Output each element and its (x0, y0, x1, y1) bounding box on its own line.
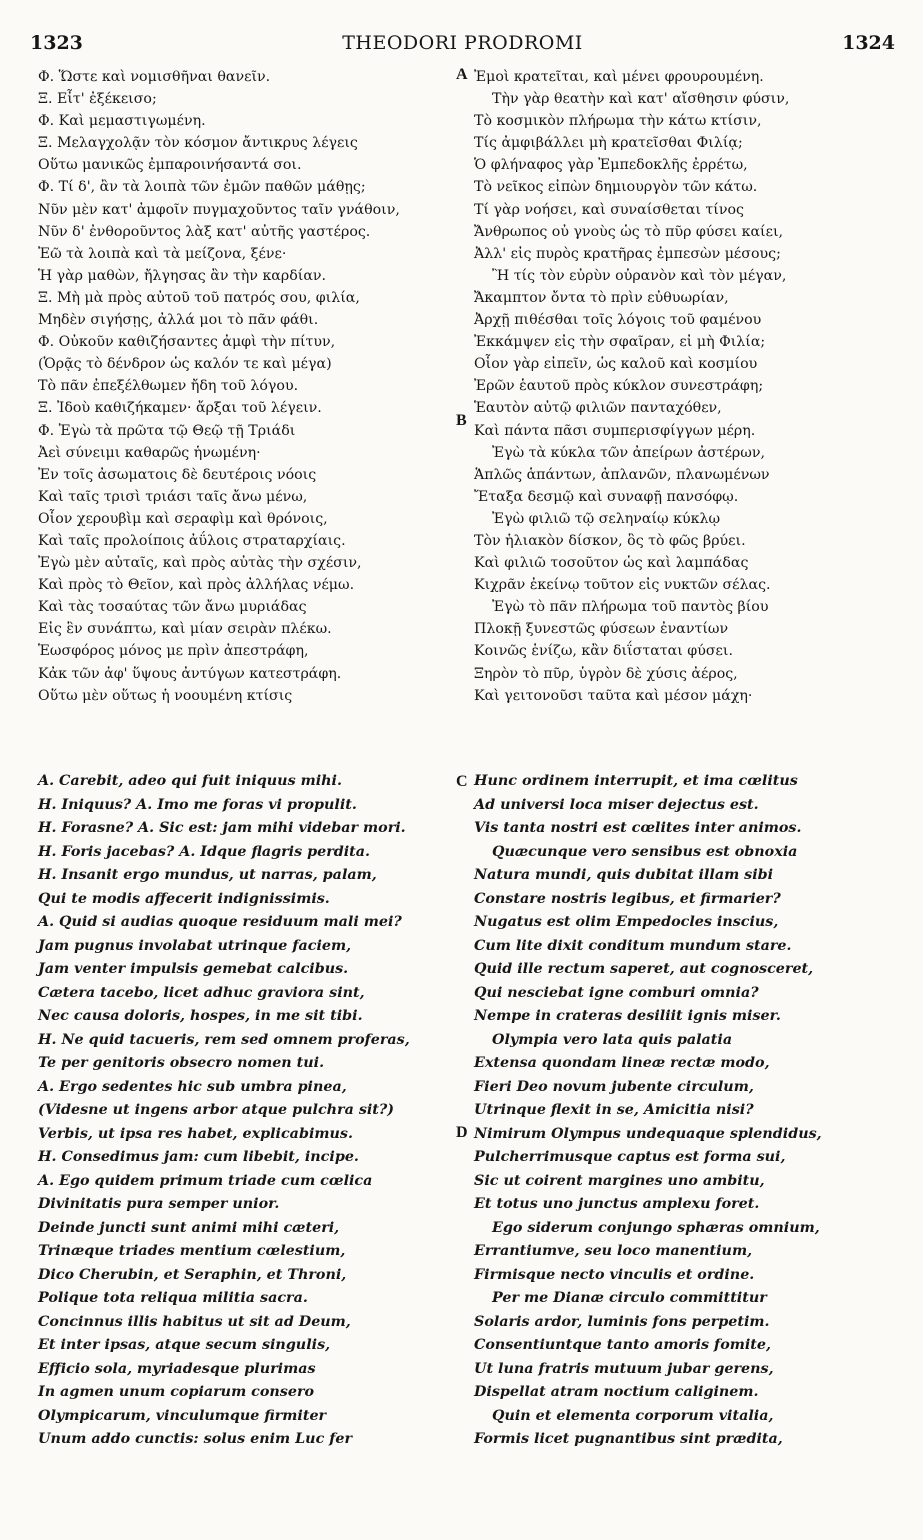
verse-line: Ξ. Ἰδοὺ καθιζήκαμεν· ἄρξαι τοῦ λέγειν. (38, 400, 322, 417)
verse-line: Τὸν ἡλιακὸν δίσκον, ὃς τὸ φῶς βρύει. (474, 532, 746, 549)
verse-line: Firmisque necto vinculis et ordine. (474, 1266, 755, 1283)
verse-line: Ἔταξα δεσμῷ καὶ συναφῇ πανσόφῳ. (474, 488, 739, 505)
verse-line: Cum lite dixit conditum mundum stare. (474, 937, 792, 954)
verse-line: Καὶ ταῖς προλοίποις ἀΰλοις στραταρχίαις. (38, 532, 346, 549)
verse-line: Ἀεὶ σύνειμι καθαρῶς ἡνωμένη· (38, 444, 261, 461)
verse-line: Καὶ ταῖς τρισὶ τριάσι ταῖς ἄνω μένω, (38, 488, 308, 505)
verse-line: Οἷον γὰρ εἰπεῖν, ὡς καλοῦ καὶ κοσμίου (474, 356, 758, 373)
verse-line: Ξ. Μελαγχολᾷν τὸν κόσμον ἄντικρυς λέγεις (38, 135, 358, 152)
verse-line: Ἀλλ' εἰς πυρὸς κρατῆρας ἐμπεσὼν μέσους; (474, 245, 781, 262)
verse-line: Nec causa doloris, hospes, in me sit tibi. (38, 1008, 363, 1024)
verse-line: Τὴν γὰρ θεατὴν καὶ κατ' αἴσθησιν φύσιν, (492, 91, 790, 108)
verse-line: Olympia vero lata quis palatia (492, 1031, 733, 1048)
verse-line: Nimirum Olympus undequaque splendidus, (474, 1125, 822, 1142)
verse-line: Fieri Deo novum jubente circulum, (474, 1078, 754, 1095)
verse-line: Divinitatis pura semper unior. (38, 1196, 280, 1212)
left-greek-column (38, 66, 448, 707)
verse-line: Ἐγὼ μὲν αὐταῖς, καὶ πρὸς αὐτὰς τὴν σχέσιν, (38, 555, 362, 572)
verse-line: Ὁ φλήναφος γὰρ Ἐμπεδοκλῆς ἐρρέτω, (474, 157, 748, 174)
verse-line: Nempe in crateras desiliit ignis miser. (474, 1008, 781, 1024)
verse-line: Ξ. Εἶτ' ἐξέκεισο; (38, 91, 157, 108)
verse-line: Ego siderum conjungo sphæras omnium, (492, 1219, 820, 1236)
verse-line: Ἐν τοῖς ἀσωματοις δὲ δευτέροις νόοις (38, 466, 317, 483)
verse-line: Utrinque flexit in se, Amicitia nisi? (474, 1102, 754, 1118)
section-marker-b: B (456, 412, 467, 429)
verse-line: Νῦν δ' ἐνθοροῦντος λὰξ κατ' αὐτῆς γαστέρος. (38, 223, 371, 240)
verse-line: Dico Cherubin, et Seraphin, et Throni, (38, 1266, 347, 1283)
verse-line: In agmen unum copiarum consero (38, 1384, 315, 1400)
verse-line: H. Iniquus? A. Imo me foras vi propulit. (38, 796, 357, 813)
verse-line: Ad universi loca miser dejectus est. (474, 796, 759, 813)
verse-line: Τίς ἀμφιβάλλει μὴ κρατεῖσθαι Φιλίᾳ; (474, 135, 743, 152)
verse-line: A. Ego quidem primum triade cum cœlica (38, 1172, 373, 1189)
verse-line: Dispellat atram noctium caliginem. (474, 1384, 759, 1400)
verse-line: Formis licet pugnantibus sint prædita, (474, 1431, 783, 1447)
verse-line: A. Ergo sedentes hic sub umbra pinea, (38, 1078, 347, 1095)
verse-line: Ἐγὼ τὰ κύκλα τῶν ἀπείρων ἀστέρων, (492, 444, 765, 461)
verse-line: Concinnus illis habitus ut sit ad Deum, (38, 1313, 351, 1330)
verse-line: Ξ. Μὴ μὰ πρὸς αὐτοῦ τοῦ πατρός σου, φιλία, (38, 289, 360, 306)
verse-line: H. Foris jacebas? A. Idque flagris perdita. (38, 843, 370, 860)
verse-line: Quid ille rectum saperet, aut cognosceret, (474, 961, 814, 977)
verse-line: H. Consedimus jam: cum libebit, incipe. (38, 1149, 359, 1165)
verse-line: Quin et elementa corporum vitalia, (492, 1407, 774, 1424)
verse-line: Polique tota reliqua militia sacra. (38, 1290, 308, 1306)
verse-line: Καὶ γειτονοῦσι ταῦτα καὶ μέσον μάχη· (474, 687, 753, 704)
verse-line: Φ. Ἐγὼ τὰ πρῶτα τῷ Θεῷ τῇ Τριάδι (38, 422, 296, 439)
verse-line: Ἐῶ τὰ λοιπὰ καὶ τὰ μείζονα, ξένε· (38, 245, 287, 262)
right-page-number: 1324 (842, 32, 895, 54)
verse-line: Οἷον χερουβὶμ καὶ σεραφὶμ καὶ θρόνοις, (38, 510, 328, 527)
verse-line: Verbis, ut ipsa res habet, explicabimus. (38, 1125, 353, 1142)
verse-line: Solaris ardor, luminis fons perpetim. (474, 1313, 770, 1330)
verse-line: Καὶ τὰς τοσαύτας τῶν ἄνω μυριάδας (38, 599, 307, 616)
verse-line: Unum addo cunctis: solus enim Luc fer (38, 1431, 353, 1447)
verse-line: Hunc ordinem interrupit, et ima cœlitus (474, 773, 798, 789)
verse-line: Ἐγὼ τὸ πᾶν πλήρωμα τοῦ παντὸς βίου (492, 599, 769, 616)
verse-line: Κιχρᾶν ἐκείνῳ τοῦτον εἰς νυκτῶν σέλας. (474, 577, 771, 594)
verse-line: Nugatus est olim Empedocles inscius, (474, 914, 779, 930)
verse-line: Κοινῶς ἑνίζω, κἂν διΐσταται φύσει. (474, 643, 733, 660)
verse-line: Φ. Καὶ μεμαστιγωμένη. (38, 113, 206, 130)
verse-line: Κἀκ τῶν ἀφ' ὕψους ἀντύγων κατεστράφη. (38, 665, 342, 682)
verse-line: Et inter ipsas, atque secum singulis, (38, 1337, 331, 1353)
verse-line: Jam venter impulsis gemebat calcibus. (38, 961, 349, 977)
verse-line: Errantiumve, seu loco manentium, (474, 1243, 753, 1259)
verse-line: Τὸ κοσμικὸν πλήρωμα τὴν κάτω κτίσιν, (474, 113, 762, 130)
verse-line: Φ. Οὐκοῦν καθιζήσαντες ἀμφὶ τὴν πίτυν, (38, 334, 336, 351)
verse-line: H. Insanit ergo mundus, ut narras, palam, (38, 867, 377, 883)
verse-line: Natura mundi, quis dubitat illam sibi (474, 867, 774, 883)
verse-line: Ut luna fratris mutuum jubar gerens, (474, 1360, 774, 1377)
verse-line: Cætera tacebo, licet adhuc graviora sint, (38, 984, 365, 1001)
verse-line: Sic ut coirent margines uno ambitu, (474, 1172, 765, 1189)
verse-line: Qui nesciebat igne comburi omnia? (474, 984, 759, 1001)
verse-line: Οὕτω μανικῶς ἐμπαροινήσαντά σοι. (38, 157, 302, 174)
running-header (30, 32, 895, 58)
verse-line: Jam pugnus involabat utrinque faciem, (38, 937, 352, 954)
verse-line: Ἄνθρωπος οὐ γνοὺς ὡς τὸ πῦρ φύσει καίει, (474, 223, 784, 240)
left-latin-column (38, 770, 448, 1452)
verse-line: Extensa quondam lineæ rectæ modo, (474, 1055, 770, 1071)
verse-line: Ἐμοὶ κρατεῖται, καὶ μένει φρουρουμένη. (474, 69, 764, 85)
verse-line: Ἑωσφόρος μόνος με πρὶν ἀπεστράφη, (38, 643, 309, 660)
verse-line: Ξηρὸν τὸ πῦρ, ὑγρὸν δὲ χύσις ἀέρος, (474, 665, 738, 682)
verse-line: Ἡ γὰρ μαθὼν, ἤλγησας ἂν τὴν καρδίαν. (38, 267, 327, 284)
verse-line: Καὶ φιλιῶ τοσοῦτον ὡς καὶ λαμπάδας (474, 555, 749, 572)
verse-line: Consentiuntque tanto amoris fomite, (474, 1337, 771, 1353)
verse-line: Τὸ νεῖκος εἰπὼν δημιουργὸν τῶν κάτω. (474, 179, 758, 196)
verse-line: Φ. Τί δ', ἂν τὰ λοιπὰ τῶν ἐμῶν παθῶν μάθῃς; (38, 179, 366, 196)
verse-line: Constare nostris legibus, et firmarier? (474, 890, 781, 907)
verse-line: Ἐρῶν ἑαυτοῦ πρὸς κύκλον συνεστράφη; (474, 378, 764, 395)
right-latin-column (474, 770, 904, 1452)
verse-line: Νῦν μὲν κατ' ἀμφοῖν πυγμαχοῦντος ταῖν γνάθοιν, (38, 201, 400, 218)
verse-line: Te per genitoris obsecro nomen tui. (38, 1055, 325, 1071)
verse-line: Per me Dianæ circulo committitur (492, 1290, 767, 1306)
verse-line: Ἐκκάμψεν εἰς τὴν σφαῖραν, εἰ μὴ Φιλία; (474, 334, 766, 351)
verse-line: Οὕτω μὲν οὕτως ἡ νοουμένη κτίσις (38, 687, 293, 704)
verse-line: Pulcherrimusque captus est forma sui, (474, 1149, 786, 1165)
verse-line: Quæcunque vero sensibus est obnoxia (492, 843, 798, 860)
verse-line: Μηδὲν σιγήσῃς, ἀλλά μοι τὸ πᾶν φάθι. (38, 312, 319, 329)
verse-line: Φ. Ὥστε καὶ νομισθῆναι θανεῖν. (38, 69, 271, 85)
left-page-number: 1323 (30, 32, 83, 54)
verse-line: Trinæque triades mentium cœlestium, (38, 1243, 346, 1259)
section-marker-c: C (456, 773, 468, 790)
verse-line: Deinde juncti sunt animi mihi cæteri, (38, 1219, 340, 1236)
verse-line: Καὶ πάντα πᾶσι συμπερισφίγγων μέρη. (474, 422, 756, 439)
verse-line: H. Forasne? A. Sic est: jam mihi videbar mori. (38, 820, 406, 836)
verse-line: Ἐγὼ φιλιῶ τῷ σεληναίῳ κύκλῳ (492, 510, 721, 527)
verse-line: Efficio sola, myriadesque plurimas (38, 1360, 316, 1377)
verse-line: Πλοκῇ ξυνεστῶς φύσεων ἐναντίων (474, 621, 729, 638)
running-title: THEODORI PRODROMI (342, 32, 583, 54)
verse-line: Olympicarum, vinculumque firmiter (38, 1407, 327, 1424)
right-greek-column (474, 66, 904, 707)
verse-line: Ἀρχῇ πιθέσθαι τοῖς λόγοις τοῦ φαμένου (474, 312, 762, 329)
section-marker-d: D (456, 1124, 468, 1141)
verse-line: Et totus uno junctus amplexu foret. (474, 1196, 760, 1212)
verse-line: Εἰς ἓν συνάπτω, καὶ μίαν σειρὰν πλέκω. (38, 621, 332, 638)
verse-line: Τί γὰρ νοήσει, καὶ συναίσθεται τίνος (474, 201, 744, 218)
verse-line: Ἄκαμπτον ὄντα τὸ πρὶν εὐθυωρίαν, (474, 289, 729, 306)
verse-line: (Videsne ut ingens arbor atque pulchra sit?) (38, 1102, 395, 1118)
verse-line: Ἁπλῶς ἁπάντων, ἀπλανῶν, πλανωμένων (474, 466, 770, 483)
verse-line: Ἑαυτὸν αὐτῷ φιλιῶν πανταχόθεν, (474, 400, 722, 417)
verse-line: Ἢ τίς τὸν εὐρὺν οὐρανὸν καὶ τὸν μέγαν, (492, 267, 787, 284)
verse-line: A. Carebit, adeo qui fuit iniquus mihi. (38, 773, 342, 789)
verse-line: Vis tanta nostri est cœlites inter animos. (474, 820, 802, 836)
verse-line: Τὸ πᾶν ἐπεξέλθωμεν ἤδη τοῦ λόγου. (38, 378, 299, 395)
verse-line: (Ὁρᾷς τὸ δένδρον ὡς καλόν τε καὶ μέγα) (38, 356, 332, 373)
verse-line: Qui te modis affecerit indignissimis. (38, 890, 330, 907)
verse-line: H. Ne quid tacueris, rem sed omnem proferas, (38, 1031, 410, 1048)
verse-line: A. Quid si audias quoque residuum mali mei? (38, 914, 402, 930)
section-marker-a: A (456, 66, 468, 83)
verse-line: Καὶ πρὸς τὸ Θεῖον, καὶ πρὸς ἀλλήλας νέμω. (38, 577, 355, 594)
